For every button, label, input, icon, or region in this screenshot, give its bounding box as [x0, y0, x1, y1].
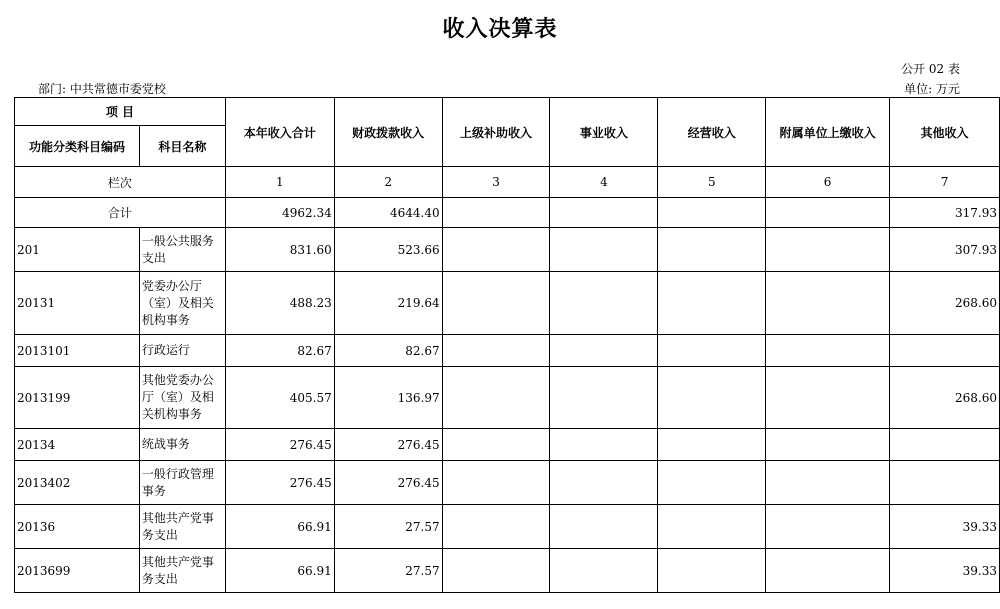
total-row	[15, 198, 1000, 228]
subject-name: 其他共产党事务支出	[139, 505, 225, 549]
table-cell	[442, 505, 550, 549]
lanci-number: 1	[225, 167, 334, 198]
table-cell: 219.64	[334, 272, 442, 335]
header-fiscal-income: 财政拨款收入	[334, 98, 442, 167]
column-number-row	[15, 167, 1000, 198]
total-cell	[658, 198, 766, 228]
table-cell	[442, 272, 550, 335]
table-cell	[442, 429, 550, 461]
subject-name: 党委办公厅（室）及相关机构事务	[139, 272, 225, 335]
table-cell	[442, 367, 550, 429]
table-cell: 276.45	[334, 429, 442, 461]
table-cell: 831.60	[225, 228, 334, 272]
subject-code: 2013402	[15, 461, 140, 505]
header-other-income: 其他收入	[890, 98, 1000, 167]
lanci-number: 2	[334, 167, 442, 198]
subject-name: 其他共产党事务支出	[139, 549, 225, 593]
table-cell	[766, 549, 890, 593]
table-row	[15, 429, 1000, 461]
table-cell	[658, 549, 766, 593]
table-row	[15, 335, 1000, 367]
subject-code: 20131	[15, 272, 140, 335]
subject-name: 其他党委办公厅（室）及相关机构事务	[139, 367, 225, 429]
table-cell: 82.67	[225, 335, 334, 367]
table-cell: 268.60	[890, 272, 1000, 335]
table-cell	[442, 549, 550, 593]
header-item: 项 目	[15, 98, 226, 126]
page-title: 收入决算表	[442, 17, 558, 42]
lanci-number: 3	[442, 167, 550, 198]
table-cell	[658, 505, 766, 549]
header-affiliate-income: 附属单位上缴收入	[766, 98, 890, 167]
table-cell: 66.91	[225, 549, 334, 593]
table-cell	[658, 272, 766, 335]
table-cell: 136.97	[334, 367, 442, 429]
table-cell	[766, 505, 890, 549]
table-cell	[658, 429, 766, 461]
department-label: 部门: 中共常德市委党校	[38, 82, 166, 96]
table-cell	[766, 335, 890, 367]
subject-code: 201	[15, 228, 140, 272]
table-cell: 27.57	[334, 505, 442, 549]
table-cell	[766, 228, 890, 272]
lanci-number: 4	[550, 167, 658, 198]
total-label: 合计	[15, 198, 226, 228]
table-cell	[658, 367, 766, 429]
table-cell: 82.67	[334, 335, 442, 367]
table-cell: 523.66	[334, 228, 442, 272]
header-row	[15, 98, 1000, 126]
table-cell	[442, 335, 550, 367]
table-cell	[766, 429, 890, 461]
lanci-number: 6	[766, 167, 890, 198]
subject-name: 一般公共服务支出	[139, 228, 225, 272]
table-cell	[658, 228, 766, 272]
table-cell	[766, 272, 890, 335]
unit-label: 单位: 万元	[904, 82, 960, 96]
table-cell	[766, 461, 890, 505]
header-business-income: 事业收入	[550, 98, 658, 167]
table-cell	[890, 335, 1000, 367]
table-row	[15, 272, 1000, 335]
lanci-number: 5	[658, 167, 766, 198]
total-cell	[442, 198, 550, 228]
lanci-number: 7	[890, 167, 1000, 198]
table-cell	[550, 505, 658, 549]
header-name: 科目名称	[139, 126, 225, 167]
table-cell: 488.23	[225, 272, 334, 335]
subject-name: 统战事务	[139, 429, 225, 461]
table-cell	[442, 228, 550, 272]
total-cell: 4962.34	[225, 198, 334, 228]
table-cell: 307.93	[890, 228, 1000, 272]
table-cell	[658, 335, 766, 367]
total-cell: 4644.40	[334, 198, 442, 228]
table-cell	[550, 549, 658, 593]
table-row	[15, 549, 1000, 593]
total-cell	[550, 198, 658, 228]
table-row	[15, 461, 1000, 505]
table-cell	[550, 429, 658, 461]
table-cell	[442, 461, 550, 505]
income-table	[14, 97, 1000, 593]
table-cell	[766, 367, 890, 429]
header-subsidy-income: 上级补助收入	[442, 98, 550, 167]
table-cell: 276.45	[225, 461, 334, 505]
subject-name: 行政运行	[139, 335, 225, 367]
subject-code: 2013199	[15, 367, 140, 429]
table-cell: 66.91	[225, 505, 334, 549]
table-cell	[550, 272, 658, 335]
total-cell	[766, 198, 890, 228]
subject-code: 20136	[15, 505, 140, 549]
table-cell	[890, 429, 1000, 461]
form-number: 公开 02 表	[901, 62, 960, 76]
table-row	[15, 228, 1000, 272]
table-row	[15, 367, 1000, 429]
header-operating-income: 经营收入	[658, 98, 766, 167]
table-cell: 39.33	[890, 505, 1000, 549]
header-code: 功能分类科目编码	[15, 126, 140, 167]
table-cell	[658, 461, 766, 505]
table-cell	[550, 367, 658, 429]
subject-name: 一般行政管理事务	[139, 461, 225, 505]
subject-code: 2013699	[15, 549, 140, 593]
header-total-income: 本年收入合计	[225, 98, 334, 167]
table-cell: 405.57	[225, 367, 334, 429]
table-cell	[890, 461, 1000, 505]
table-row	[15, 505, 1000, 549]
total-cell: 317.93	[890, 198, 1000, 228]
subject-code: 20134	[15, 429, 140, 461]
table-cell: 268.60	[890, 367, 1000, 429]
subject-code: 2013101	[15, 335, 140, 367]
table-cell: 39.33	[890, 549, 1000, 593]
table-cell: 276.45	[225, 429, 334, 461]
table-cell: 27.57	[334, 549, 442, 593]
table-cell	[550, 461, 658, 505]
table-cell	[550, 228, 658, 272]
table-cell: 276.45	[334, 461, 442, 505]
table-cell	[550, 335, 658, 367]
lanci-label: 栏次	[15, 167, 226, 198]
